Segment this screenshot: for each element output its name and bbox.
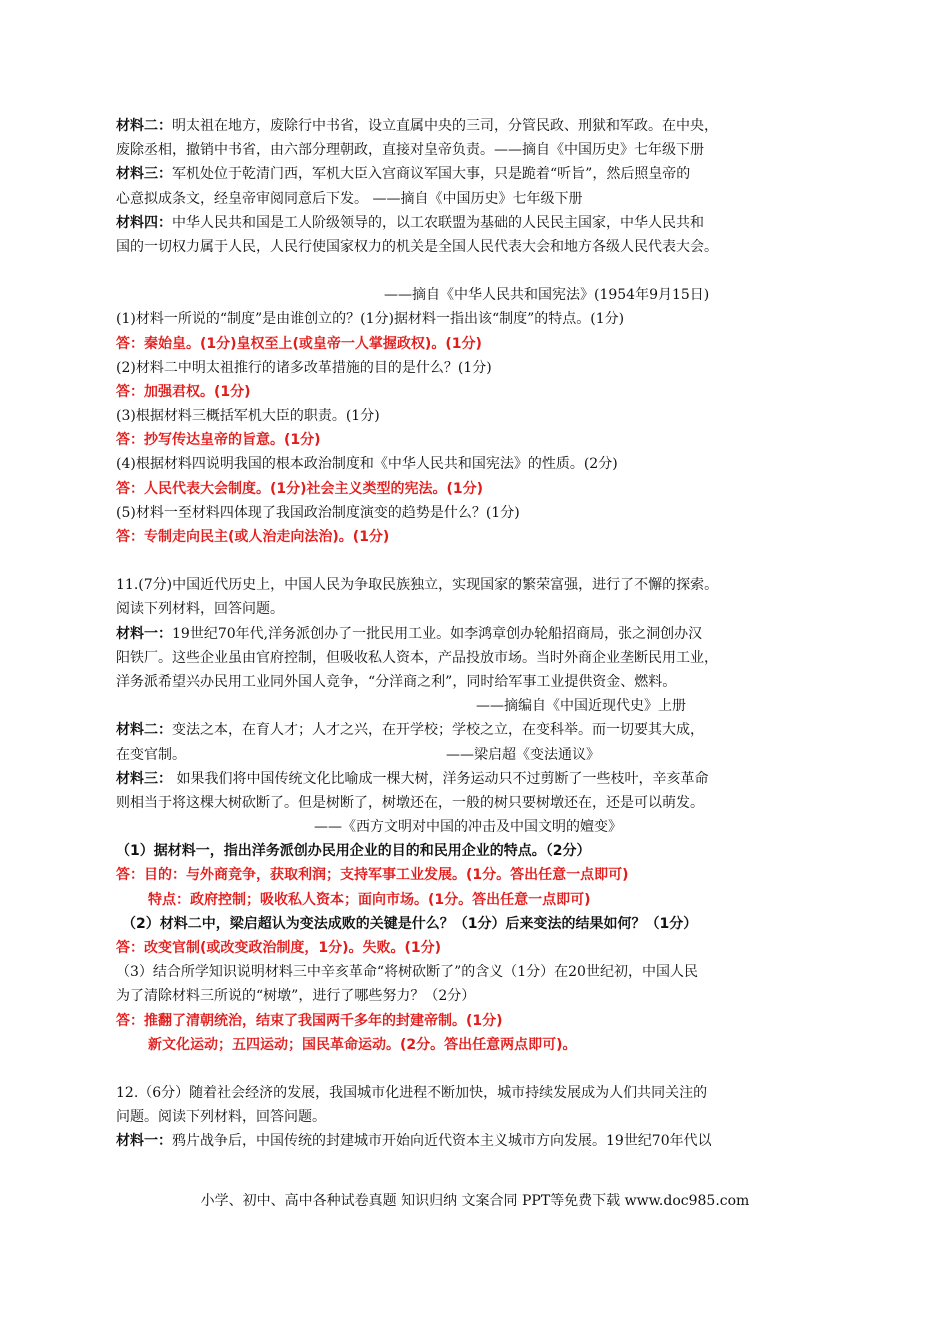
q10-answer-5: 答：专制走向民主(或人治走向法治)。(1分) [116,529,390,545]
q12-material-1-line-1: 材料一：鸦片战争后，中国传统的封建城市开始向近代资本主义城市方向发展。19世纪70年代以 [116,1133,712,1150]
spacer [116,259,840,283]
q10-answer-4: 答：人民代表大会制度。(1分)社会主义类型的宪法。(1分) [116,480,484,497]
q11-question-1: （1）据材料一，指出洋务派创办民用企业的目的和民用企业的特点。（2分） [116,843,591,860]
q11-material-3-line-2: 则相当于将这棵大树砍断了。但是树断了，树墩还在，一般的树只要树墩还在，还是可以萌发。 [116,794,704,811]
spacer [116,549,840,573]
q11-material-2-line-1: 材料二：变法之本，在育人才；人才之兴，在开学校；学校之立，在变科举。而一切要其大成， [116,722,704,739]
q11-material-3-source: ——《西方文明对中国的冲击及中国文明的嬗变》 [314,819,622,836]
q10-answer-3: 答：抄写传达皇帝的旨意。(1分) [116,432,321,449]
q10-question-4: (4)根据材料四说明我国的根本政治制度和《中华人民共和国宪法》的性质。(2分) [116,456,618,473]
q11-material-2-line-2: 在变官制。 ——梁启超《变法通议》 [116,746,600,763]
q11-material-3-line-1: 材料三： 如果我们将中国传统文化比喻成一棵大树，洋务运动只不过剪断了一些枝叶，辛亥革命 [116,770,709,787]
q10-answer-2: 答：加强君权。(1分) [116,383,251,400]
q12-intro-line-2: 问题。阅读下列材料，回答问题。 [116,1109,326,1126]
q10-answer-1: 答：秦始皇。(1分)皇权至上(或皇帝一人掌握政权)。(1分) [116,335,482,352]
q11-answer-3-line-2: 新文化运动；五四运动；国民革命运动。(2分。答出任意两点即可)。 [148,1036,577,1053]
q10-question-5: (5)材料一至材料四体现了我国政治制度演变的趋势是什么？(1分) [116,504,520,521]
spacer [116,1057,840,1081]
q12-intro-line-1: 12.（6分）随着社会经济的发展，我国城市化进程不断加快，城市持续发展成为人们共同关注的 [116,1084,708,1101]
q11-intro-line-2: 阅读下列材料，回答问题。 [116,601,284,618]
document-page [116,114,840,1154]
q10-material-3-line-1: 材料三：军机处位于乾清门西，军机大臣入宫商议军国大事，只是跪着“听旨”，然后照皇帝的 [116,166,691,183]
q11-intro-line-1: 11.(7分)中国近代历史上，中国人民为争取民族独立，实现国家的繁荣富强，进行了不懈的探索。 [116,577,719,594]
q11-question-3-line-1: （3）结合所学知识说明材料三中辛亥革命“将树砍断了”的含义（1分）在20世纪初，中国人民 [116,964,698,981]
page-footer[interactable]: 小学、初中、高中各种试卷真题 知识归纳 文案合同 PPT等免费下载 www.doc985.com [200,1193,750,1209]
q11-answer-3-line-1: 答：推翻了清朝统治，结束了我国两千多年的封建帝制。(1分) [116,1012,503,1029]
q10-question-2: (2)材料二中明太祖推行的诸多改革措施的目的是什么？(1分) [116,359,492,376]
q10-question-1: (1)材料一所说的“制度”是由谁创立的？(1分)据材料一指出该“制度”的特点。(1分) [116,311,625,328]
q11-answer-2: 答：改变官制(或改变政治制度，1分)。失败。(1分) [116,940,442,956]
q11-answer-1-line-2: 特点：政府控制；吸收私人资本；面向市场。(1分。答出任意一点即可) [148,891,591,908]
q10-material-4-line-2: 国的一切权力属于人民，人民行使国家权力的机关是全国人民代表大会和地方各级人民代表大会。 [116,238,718,255]
q11-answer-1-line-1: 答：目的：与外商竞争，获取利润；支持军事工业发展。(1分。答出任意一点即可) [116,867,629,884]
q10-material-4-source: ——摘自《中华人民共和国宪法》(1954年9月15日) [384,287,710,304]
q10-material-4-line-1: 材料四：中华人民共和国是工人阶级领导的，以工农联盟为基础的人民民主国家，中华人民共和 [116,214,704,231]
q11-question-3-line-2: 为了清除材料三所说的“树墩”，进行了哪些努力？（2分） [116,988,476,1005]
q11-question-2: （2）材料二中，梁启超认为变法成败的关键是什么？（1分）后来变法的结果如何？（1分） [122,915,698,932]
q11-material-1-source: ——摘编自《中国近现代史》上册 [476,698,686,715]
q10-material-3-line-2: 心意拟成条文，经皇帝审阅同意后下发。 ——摘自《中国历史》七年级下册 [116,190,583,207]
q10-material-2-line-1: 材料二：明太祖在地方，废除行中书省，设立直属中央的三司，分管民政、刑狱和军政。在中央， [116,118,718,134]
q10-material-2-line-2: 废除丞相，撤销中书省，由六部分理朝政，直接对皇帝负责。——摘自《中国历史》七年级下册 [116,142,704,159]
q10-question-3: (3)根据材料三概括军机大臣的职责。(1分) [116,408,380,425]
q11-material-1-line-3: 洋务派希望兴办民用工业同外国人竞争，“分洋商之利”，同时给军事工业提供资金、燃料。 [116,673,677,690]
q11-material-1-line-1: 材料一：19世纪70年代,洋务派创办了一批民用工业。如李鸿章创办轮船招商局，张之洞创办汉 [116,625,703,642]
q11-material-1-line-2: 阳铁厂。这些企业虽由官府控制，但吸收私人资本，产品投放市场。当时外商企业垄断民用工业， [116,649,718,666]
